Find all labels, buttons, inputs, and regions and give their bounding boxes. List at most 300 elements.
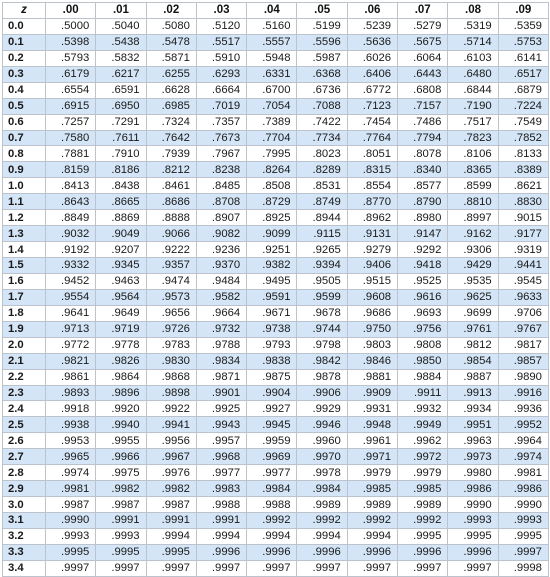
probability-cell: .9719 — [96, 321, 146, 337]
probability-cell: .9726 — [146, 321, 196, 337]
probability-cell: .9962 — [398, 433, 448, 449]
probability-cell: .9778 — [96, 337, 146, 353]
probability-cell: .9960 — [297, 433, 347, 449]
probability-cell: .6915 — [46, 98, 96, 114]
probability-cell: .9997 — [448, 560, 498, 576]
probability-cell: .9951 — [448, 417, 498, 433]
probability-cell: .9998 — [498, 560, 548, 576]
probability-cell: .9973 — [448, 449, 498, 465]
column-header: .01 — [96, 3, 146, 19]
probability-cell: .9599 — [297, 289, 347, 305]
probability-cell: .9994 — [146, 528, 196, 544]
probability-cell: .8888 — [146, 210, 196, 226]
probability-cell: .9989 — [347, 497, 397, 513]
probability-cell: .9977 — [196, 465, 246, 481]
probability-cell: .9949 — [398, 417, 448, 433]
probability-cell: .9162 — [448, 226, 498, 242]
probability-cell: .8577 — [398, 178, 448, 194]
probability-cell: .9573 — [146, 289, 196, 305]
probability-cell: .9927 — [247, 401, 297, 417]
probability-cell: .9965 — [46, 449, 96, 465]
probability-cell: .9957 — [196, 433, 246, 449]
probability-cell: .9115 — [297, 226, 347, 242]
probability-cell: .9979 — [398, 465, 448, 481]
probability-cell: .8340 — [398, 162, 448, 178]
probability-cell: .9099 — [247, 226, 297, 242]
probability-cell: .8365 — [448, 162, 498, 178]
probability-cell: .9394 — [297, 258, 347, 274]
probability-cell: .9706 — [498, 305, 548, 321]
column-header: .09 — [498, 3, 548, 19]
probability-cell: .9357 — [146, 258, 196, 274]
probability-cell: .9525 — [398, 273, 448, 289]
probability-cell: .9032 — [46, 226, 96, 242]
probability-cell: .9236 — [196, 242, 246, 258]
probability-cell: .9978 — [297, 465, 347, 481]
probability-cell: .8238 — [196, 162, 246, 178]
probability-cell: .8729 — [247, 194, 297, 210]
probability-cell: .9878 — [297, 369, 347, 385]
probability-cell: .9996 — [347, 544, 397, 560]
probability-cell: .9788 — [196, 337, 246, 353]
probability-cell: .7939 — [146, 146, 196, 162]
probability-cell: .9049 — [96, 226, 146, 242]
probability-cell: .7580 — [46, 130, 96, 146]
probability-cell: .7486 — [398, 114, 448, 130]
probability-cell: .6628 — [146, 82, 196, 98]
probability-cell: .7019 — [196, 98, 246, 114]
probability-cell: .9846 — [347, 353, 397, 369]
table-row — [3, 513, 549, 529]
probability-cell: .9992 — [347, 513, 397, 529]
probability-cell: .9850 — [398, 353, 448, 369]
probability-cell: .9495 — [247, 273, 297, 289]
table-row — [3, 226, 549, 242]
probability-cell: .9985 — [347, 481, 397, 497]
probability-cell: .7157 — [398, 98, 448, 114]
table-header — [3, 3, 549, 19]
probability-cell: .9656 — [146, 305, 196, 321]
z-value-cell: 3.1 — [3, 513, 46, 529]
probability-cell: .9996 — [398, 544, 448, 560]
table-row — [3, 210, 549, 226]
probability-cell: .9994 — [297, 528, 347, 544]
probability-cell: .5478 — [146, 34, 196, 50]
probability-cell: .8315 — [347, 162, 397, 178]
table-row — [3, 273, 549, 289]
probability-cell: .9429 — [448, 258, 498, 274]
probability-cell: .9979 — [347, 465, 397, 481]
probability-cell: .8907 — [196, 210, 246, 226]
probability-cell: .5398 — [46, 34, 96, 50]
probability-cell: .9901 — [196, 385, 246, 401]
probability-cell: .5596 — [297, 34, 347, 50]
probability-cell: .7764 — [347, 130, 397, 146]
z-column-header: z — [3, 3, 46, 19]
probability-cell: .9821 — [46, 353, 96, 369]
table-row — [3, 353, 549, 369]
probability-cell: .9932 — [398, 401, 448, 417]
probability-cell: .9131 — [347, 226, 397, 242]
probability-cell: .7823 — [448, 130, 498, 146]
table-row — [3, 305, 549, 321]
probability-cell: .9898 — [146, 385, 196, 401]
probability-cell: .9986 — [498, 481, 548, 497]
probability-cell: .6517 — [498, 66, 548, 82]
z-value-cell: 1.4 — [3, 242, 46, 258]
probability-cell: .9964 — [498, 433, 548, 449]
table-row — [3, 194, 549, 210]
table-row — [3, 114, 549, 130]
probability-cell: .9441 — [498, 258, 548, 274]
probability-cell: .9177 — [498, 226, 548, 242]
probability-cell: .6736 — [297, 82, 347, 98]
probability-cell: .6591 — [96, 82, 146, 98]
probability-cell: .9983 — [196, 481, 246, 497]
probability-cell: .9943 — [196, 417, 246, 433]
probability-cell: .9798 — [297, 337, 347, 353]
table-row — [3, 481, 549, 497]
probability-cell: .9625 — [448, 289, 498, 305]
probability-cell: .9463 — [96, 273, 146, 289]
probability-cell: .9545 — [498, 273, 548, 289]
probability-cell: .9946 — [297, 417, 347, 433]
probability-cell: .9699 — [448, 305, 498, 321]
probability-cell: .7257 — [46, 114, 96, 130]
probability-cell: .9913 — [448, 385, 498, 401]
probability-cell: .9633 — [498, 289, 548, 305]
probability-cell: .5199 — [297, 18, 347, 34]
probability-cell: .9981 — [498, 465, 548, 481]
probability-cell: .8944 — [297, 210, 347, 226]
table-row — [3, 242, 549, 258]
probability-cell: .9995 — [448, 528, 498, 544]
probability-cell: .9997 — [498, 544, 548, 560]
probability-cell: .6255 — [146, 66, 196, 82]
probability-cell: .9881 — [347, 369, 397, 385]
probability-cell: .9948 — [347, 417, 397, 433]
z-value-cell: 2.6 — [3, 433, 46, 449]
probability-cell: .9772 — [46, 337, 96, 353]
probability-cell: .9982 — [96, 481, 146, 497]
table-row — [3, 34, 549, 50]
probability-cell: .5279 — [398, 18, 448, 34]
probability-cell: .5160 — [247, 18, 297, 34]
probability-cell: .9996 — [448, 544, 498, 560]
probability-cell: .7389 — [247, 114, 297, 130]
probability-cell: .8159 — [46, 162, 96, 178]
probability-cell: .9382 — [247, 258, 297, 274]
probability-cell: .9941 — [146, 417, 196, 433]
z-value-cell: 1.7 — [3, 289, 46, 305]
probability-cell: .9982 — [146, 481, 196, 497]
z-value-cell: 0.6 — [3, 114, 46, 130]
probability-cell: .6406 — [347, 66, 397, 82]
table-body — [3, 18, 549, 576]
probability-cell: .6772 — [347, 82, 397, 98]
probability-cell: .5832 — [96, 50, 146, 66]
probability-cell: .9997 — [297, 560, 347, 576]
probability-cell: .8749 — [297, 194, 347, 210]
probability-cell: .9984 — [297, 481, 347, 497]
standard-normal-table — [2, 2, 549, 577]
probability-cell: .6808 — [398, 82, 448, 98]
probability-cell: .9207 — [96, 242, 146, 258]
probability-cell: .9991 — [96, 513, 146, 529]
probability-cell: .9995 — [146, 544, 196, 560]
probability-cell: .9803 — [347, 337, 397, 353]
probability-cell: .9535 — [448, 273, 498, 289]
probability-cell: .9830 — [146, 353, 196, 369]
probability-cell: .9484 — [196, 273, 246, 289]
column-header: .07 — [398, 3, 448, 19]
header-row — [3, 3, 549, 19]
probability-cell: .9997 — [196, 560, 246, 576]
probability-cell: .9993 — [46, 528, 96, 544]
probability-cell: .9991 — [196, 513, 246, 529]
probability-cell: .6064 — [398, 50, 448, 66]
probability-cell: .9993 — [448, 513, 498, 529]
probability-cell: .7910 — [96, 146, 146, 162]
probability-cell: .9997 — [398, 560, 448, 576]
probability-cell: .9968 — [196, 449, 246, 465]
probability-cell: .9826 — [96, 353, 146, 369]
probability-cell: .9963 — [448, 433, 498, 449]
probability-cell: .9871 — [196, 369, 246, 385]
probability-cell: .9783 — [146, 337, 196, 353]
probability-cell: .8485 — [196, 178, 246, 194]
probability-cell: .9989 — [398, 497, 448, 513]
probability-cell: .7611 — [96, 130, 146, 146]
probability-cell: .6103 — [448, 50, 498, 66]
probability-cell: .8554 — [347, 178, 397, 194]
probability-cell: .7642 — [146, 130, 196, 146]
probability-cell: .8389 — [498, 162, 548, 178]
probability-cell: .7422 — [297, 114, 347, 130]
probability-cell: .9995 — [96, 544, 146, 560]
probability-cell: .8810 — [448, 194, 498, 210]
probability-cell: .8980 — [398, 210, 448, 226]
probability-cell: .6480 — [448, 66, 498, 82]
probability-cell: .5987 — [297, 50, 347, 66]
probability-cell: .9987 — [146, 497, 196, 513]
probability-cell: .9986 — [448, 481, 498, 497]
probability-cell: .7224 — [498, 98, 548, 114]
probability-cell: .8665 — [96, 194, 146, 210]
column-header: .02 — [146, 3, 196, 19]
probability-cell: .7967 — [196, 146, 246, 162]
probability-cell: .9987 — [46, 497, 96, 513]
table-row — [3, 417, 549, 433]
probability-cell: .5438 — [96, 34, 146, 50]
probability-cell: .7088 — [297, 98, 347, 114]
probability-cell: .9608 — [347, 289, 397, 305]
probability-cell: .9649 — [96, 305, 146, 321]
probability-cell: .9693 — [398, 305, 448, 321]
probability-cell: .9996 — [196, 544, 246, 560]
probability-cell: .7123 — [347, 98, 397, 114]
probability-cell: .9664 — [196, 305, 246, 321]
probability-cell: .9738 — [247, 321, 297, 337]
probability-cell: .9972 — [398, 449, 448, 465]
probability-cell: .9974 — [46, 465, 96, 481]
probability-cell: .6368 — [297, 66, 347, 82]
probability-cell: .9015 — [498, 210, 548, 226]
probability-cell: .5948 — [247, 50, 297, 66]
probability-cell: .9887 — [448, 369, 498, 385]
probability-cell: .7324 — [146, 114, 196, 130]
probability-cell: .9744 — [297, 321, 347, 337]
column-header: .05 — [297, 3, 347, 19]
probability-cell: .9808 — [398, 337, 448, 353]
probability-cell: .8438 — [96, 178, 146, 194]
probability-cell: .8849 — [46, 210, 96, 226]
probability-cell: .6141 — [498, 50, 548, 66]
probability-cell: .9916 — [498, 385, 548, 401]
column-header: .03 — [196, 3, 246, 19]
probability-cell: .8078 — [398, 146, 448, 162]
z-value-cell: 2.3 — [3, 385, 46, 401]
probability-cell: .9974 — [498, 449, 548, 465]
table-row — [3, 385, 549, 401]
probability-cell: .9842 — [297, 353, 347, 369]
z-value-cell: 0.9 — [3, 162, 46, 178]
probability-cell: .9936 — [498, 401, 548, 417]
probability-cell: .9756 — [398, 321, 448, 337]
z-value-cell: 3.2 — [3, 528, 46, 544]
probability-cell: .9956 — [146, 433, 196, 449]
probability-cell: .9817 — [498, 337, 548, 353]
z-value-cell: 1.2 — [3, 210, 46, 226]
probability-cell: .6331 — [247, 66, 297, 82]
probability-cell: .5000 — [46, 18, 96, 34]
probability-cell: .8531 — [297, 178, 347, 194]
probability-cell: .8264 — [247, 162, 297, 178]
probability-cell: .9564 — [96, 289, 146, 305]
probability-cell: .5120 — [196, 18, 246, 34]
probability-cell: .6443 — [398, 66, 448, 82]
probability-cell: .9671 — [247, 305, 297, 321]
table-row — [3, 178, 549, 194]
table-row — [3, 321, 549, 337]
probability-cell: .9834 — [196, 353, 246, 369]
probability-cell: .8106 — [448, 146, 498, 162]
z-value-cell: 2.7 — [3, 449, 46, 465]
z-value-cell: 1.5 — [3, 258, 46, 274]
probability-cell: .8051 — [347, 146, 397, 162]
probability-cell: .8133 — [498, 146, 548, 162]
probability-cell: .9955 — [96, 433, 146, 449]
probability-cell: .5359 — [498, 18, 548, 34]
z-value-cell: 1.9 — [3, 321, 46, 337]
z-value-cell: 1.0 — [3, 178, 46, 194]
table-row — [3, 497, 549, 513]
probability-cell: .9934 — [448, 401, 498, 417]
table-row — [3, 337, 549, 353]
probability-cell: .9970 — [297, 449, 347, 465]
probability-cell: .9279 — [347, 242, 397, 258]
probability-cell: .8997 — [448, 210, 498, 226]
probability-cell: .9147 — [398, 226, 448, 242]
probability-cell: .9761 — [448, 321, 498, 337]
probability-cell: .9793 — [247, 337, 297, 353]
probability-cell: .9993 — [96, 528, 146, 544]
probability-cell: .9990 — [448, 497, 498, 513]
z-value-cell: 0.4 — [3, 82, 46, 98]
table-row — [3, 146, 549, 162]
table-row — [3, 433, 549, 449]
probability-cell: .8413 — [46, 178, 96, 194]
probability-cell: .8962 — [347, 210, 397, 226]
probability-cell: .9993 — [498, 513, 548, 529]
probability-cell: .8686 — [146, 194, 196, 210]
z-value-cell: 2.2 — [3, 369, 46, 385]
probability-cell: .8508 — [247, 178, 297, 194]
probability-cell: .9505 — [297, 273, 347, 289]
probability-cell: .9980 — [448, 465, 498, 481]
z-value-cell: 2.1 — [3, 353, 46, 369]
probability-cell: .7852 — [498, 130, 548, 146]
probability-cell: .5319 — [448, 18, 498, 34]
z-value-cell: 2.0 — [3, 337, 46, 353]
probability-cell: .8790 — [398, 194, 448, 210]
probability-cell: .9959 — [247, 433, 297, 449]
probability-cell: .9994 — [347, 528, 397, 544]
probability-cell: .9890 — [498, 369, 548, 385]
z-table-container — [2, 2, 548, 575]
probability-cell: .9988 — [247, 497, 297, 513]
probability-cell: .7054 — [247, 98, 297, 114]
probability-cell: .9306 — [448, 242, 498, 258]
probability-cell: .9992 — [247, 513, 297, 529]
probability-cell: .9732 — [196, 321, 246, 337]
probability-cell: .9920 — [96, 401, 146, 417]
probability-cell: .9938 — [46, 417, 96, 433]
probability-cell: .9997 — [96, 560, 146, 576]
probability-cell: .7190 — [448, 98, 498, 114]
probability-cell: .8023 — [297, 146, 347, 162]
probability-cell: .9686 — [347, 305, 397, 321]
probability-cell: .6950 — [96, 98, 146, 114]
probability-cell: .9591 — [247, 289, 297, 305]
probability-cell: .9985 — [398, 481, 448, 497]
probability-cell: .9616 — [398, 289, 448, 305]
probability-cell: .9406 — [347, 258, 397, 274]
probability-cell: .6985 — [146, 98, 196, 114]
probability-cell: .6179 — [46, 66, 96, 82]
column-header: .00 — [46, 3, 96, 19]
z-value-cell: 0.0 — [3, 18, 46, 34]
probability-cell: .9940 — [96, 417, 146, 433]
table-row — [3, 465, 549, 481]
probability-cell: .5040 — [96, 18, 146, 34]
probability-cell: .9945 — [247, 417, 297, 433]
probability-cell: .9997 — [46, 560, 96, 576]
probability-cell: .9977 — [247, 465, 297, 481]
probability-cell: .9929 — [297, 401, 347, 417]
probability-cell: .7794 — [398, 130, 448, 146]
probability-cell: .9893 — [46, 385, 96, 401]
table-row — [3, 18, 549, 34]
probability-cell: .6879 — [498, 82, 548, 98]
probability-cell: .5793 — [46, 50, 96, 66]
probability-cell: .7673 — [196, 130, 246, 146]
probability-cell: .8708 — [196, 194, 246, 210]
z-value-cell: 0.1 — [3, 34, 46, 50]
probability-cell: .9713 — [46, 321, 96, 337]
table-row — [3, 66, 549, 82]
probability-cell: .9992 — [398, 513, 448, 529]
